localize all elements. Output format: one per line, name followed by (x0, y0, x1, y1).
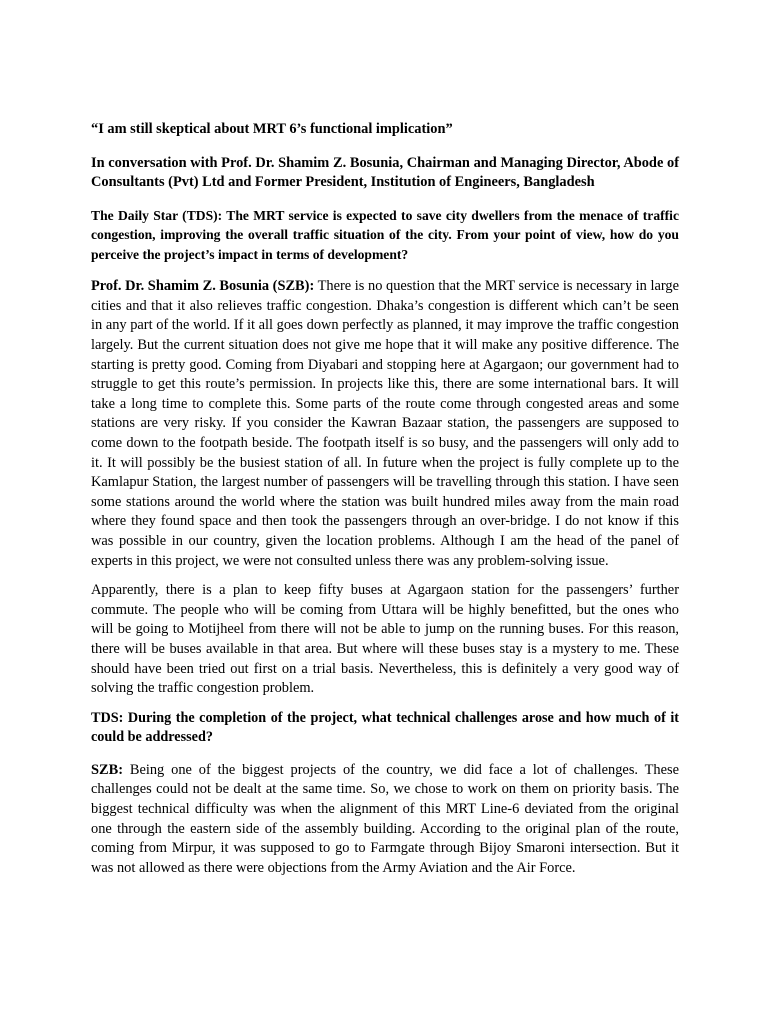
answer-1-speaker: Prof. Dr. Shamim Z. Bosunia (SZB): (91, 278, 315, 295)
question-1: The Daily Star (TDS): The MRT service is expected to save city dwellers from the menace of traffic congestion, improving the overall traffic situation of the city. From your point of view, how do you perceive the project’s impact in terms of development? (91, 207, 679, 262)
answer-2-speaker: SZB: (91, 761, 123, 778)
answer-2-text: Being one of the biggest projects of the country, we did face a lot of challenges. These challenges could not be dealt at the same time. So, we chose to work on them on priority basis. The biggest technical difficulty was when the alignment of this MRT Line-6 deviated from the original one through the eastern side of the assembly building. According to the original plan of the route, coming from Mirpur, it was supposed to go to Farmgate through Bijoy Smaroni intersection. But it was not allowed as there were objections from the Army Aviation and the Air Force. (91, 761, 679, 876)
article-title: “I am still skeptical about MRT 6’s functional implication” (91, 121, 453, 137)
answer-2 (91, 761, 679, 879)
question-2: TDS: During the completion of the project, what technical challenges arose and how much of it could be addressed? (91, 709, 679, 746)
answer-1-paragraph-2: Apparently, there is a plan to keep fifty buses at Agargaon station for the passengers’ further commute. The people who will be coming from Uttara will be highly benefitted, but the ones who will be going to Motijheel from there will not be able to jump on the running buses. For this reason, there will be buses available in that area. But where will these buses stay is a mystery to me. These should have been tried out first on a trial basis. Nevertheless, this is definitely a very good way of solving the traffic congestion problem. (91, 582, 679, 697)
answer-1-text: There is no question that the MRT service is necessary in large cities and that it also relieves traffic congestion. Dhaka’s congestion is different which can’t be seen in any part of the world. If it all goes down perfectly as planned, it may improve the traffic congestion largely. But the current situation does not give me hope that it will make any positive difference. The starting is pretty good. Coming from Diyabari and stopping here at Agargaon; our government had to struggle to get this route’s permission. In projects like this, there are some international bars. It will take a long time to complete this. Some parts of the route come through congested areas and some stations are very risky. If you consider the Kawran Bazaar station, the passengers are supposed to come down to the footpath beside. The footpath itself is so busy, and the passengers will only add to it. It will possibly be the busiest station of all. In future when the project is fully complete up to the Kamlapur Station, the largest number of passengers will be travelling through this station. I have seen some stations around the world where the station was built hundred miles away from the main road where they found space and then took the passengers through an over-bridge. I do not know if this was possible in our country, given the location problems. Although I am the head of the panel of experts in this project, we were not consulted unless there was any problem-solving issue. (91, 278, 679, 569)
answer-1 (91, 277, 679, 571)
article-subtitle: In conversation with Prof. Dr. Shamim Z. Bosunia, Chairman and Managing Director, Abode of Consultants (Pvt) Ltd and Former President, Institution of Engineers, Bangladesh (91, 154, 679, 191)
